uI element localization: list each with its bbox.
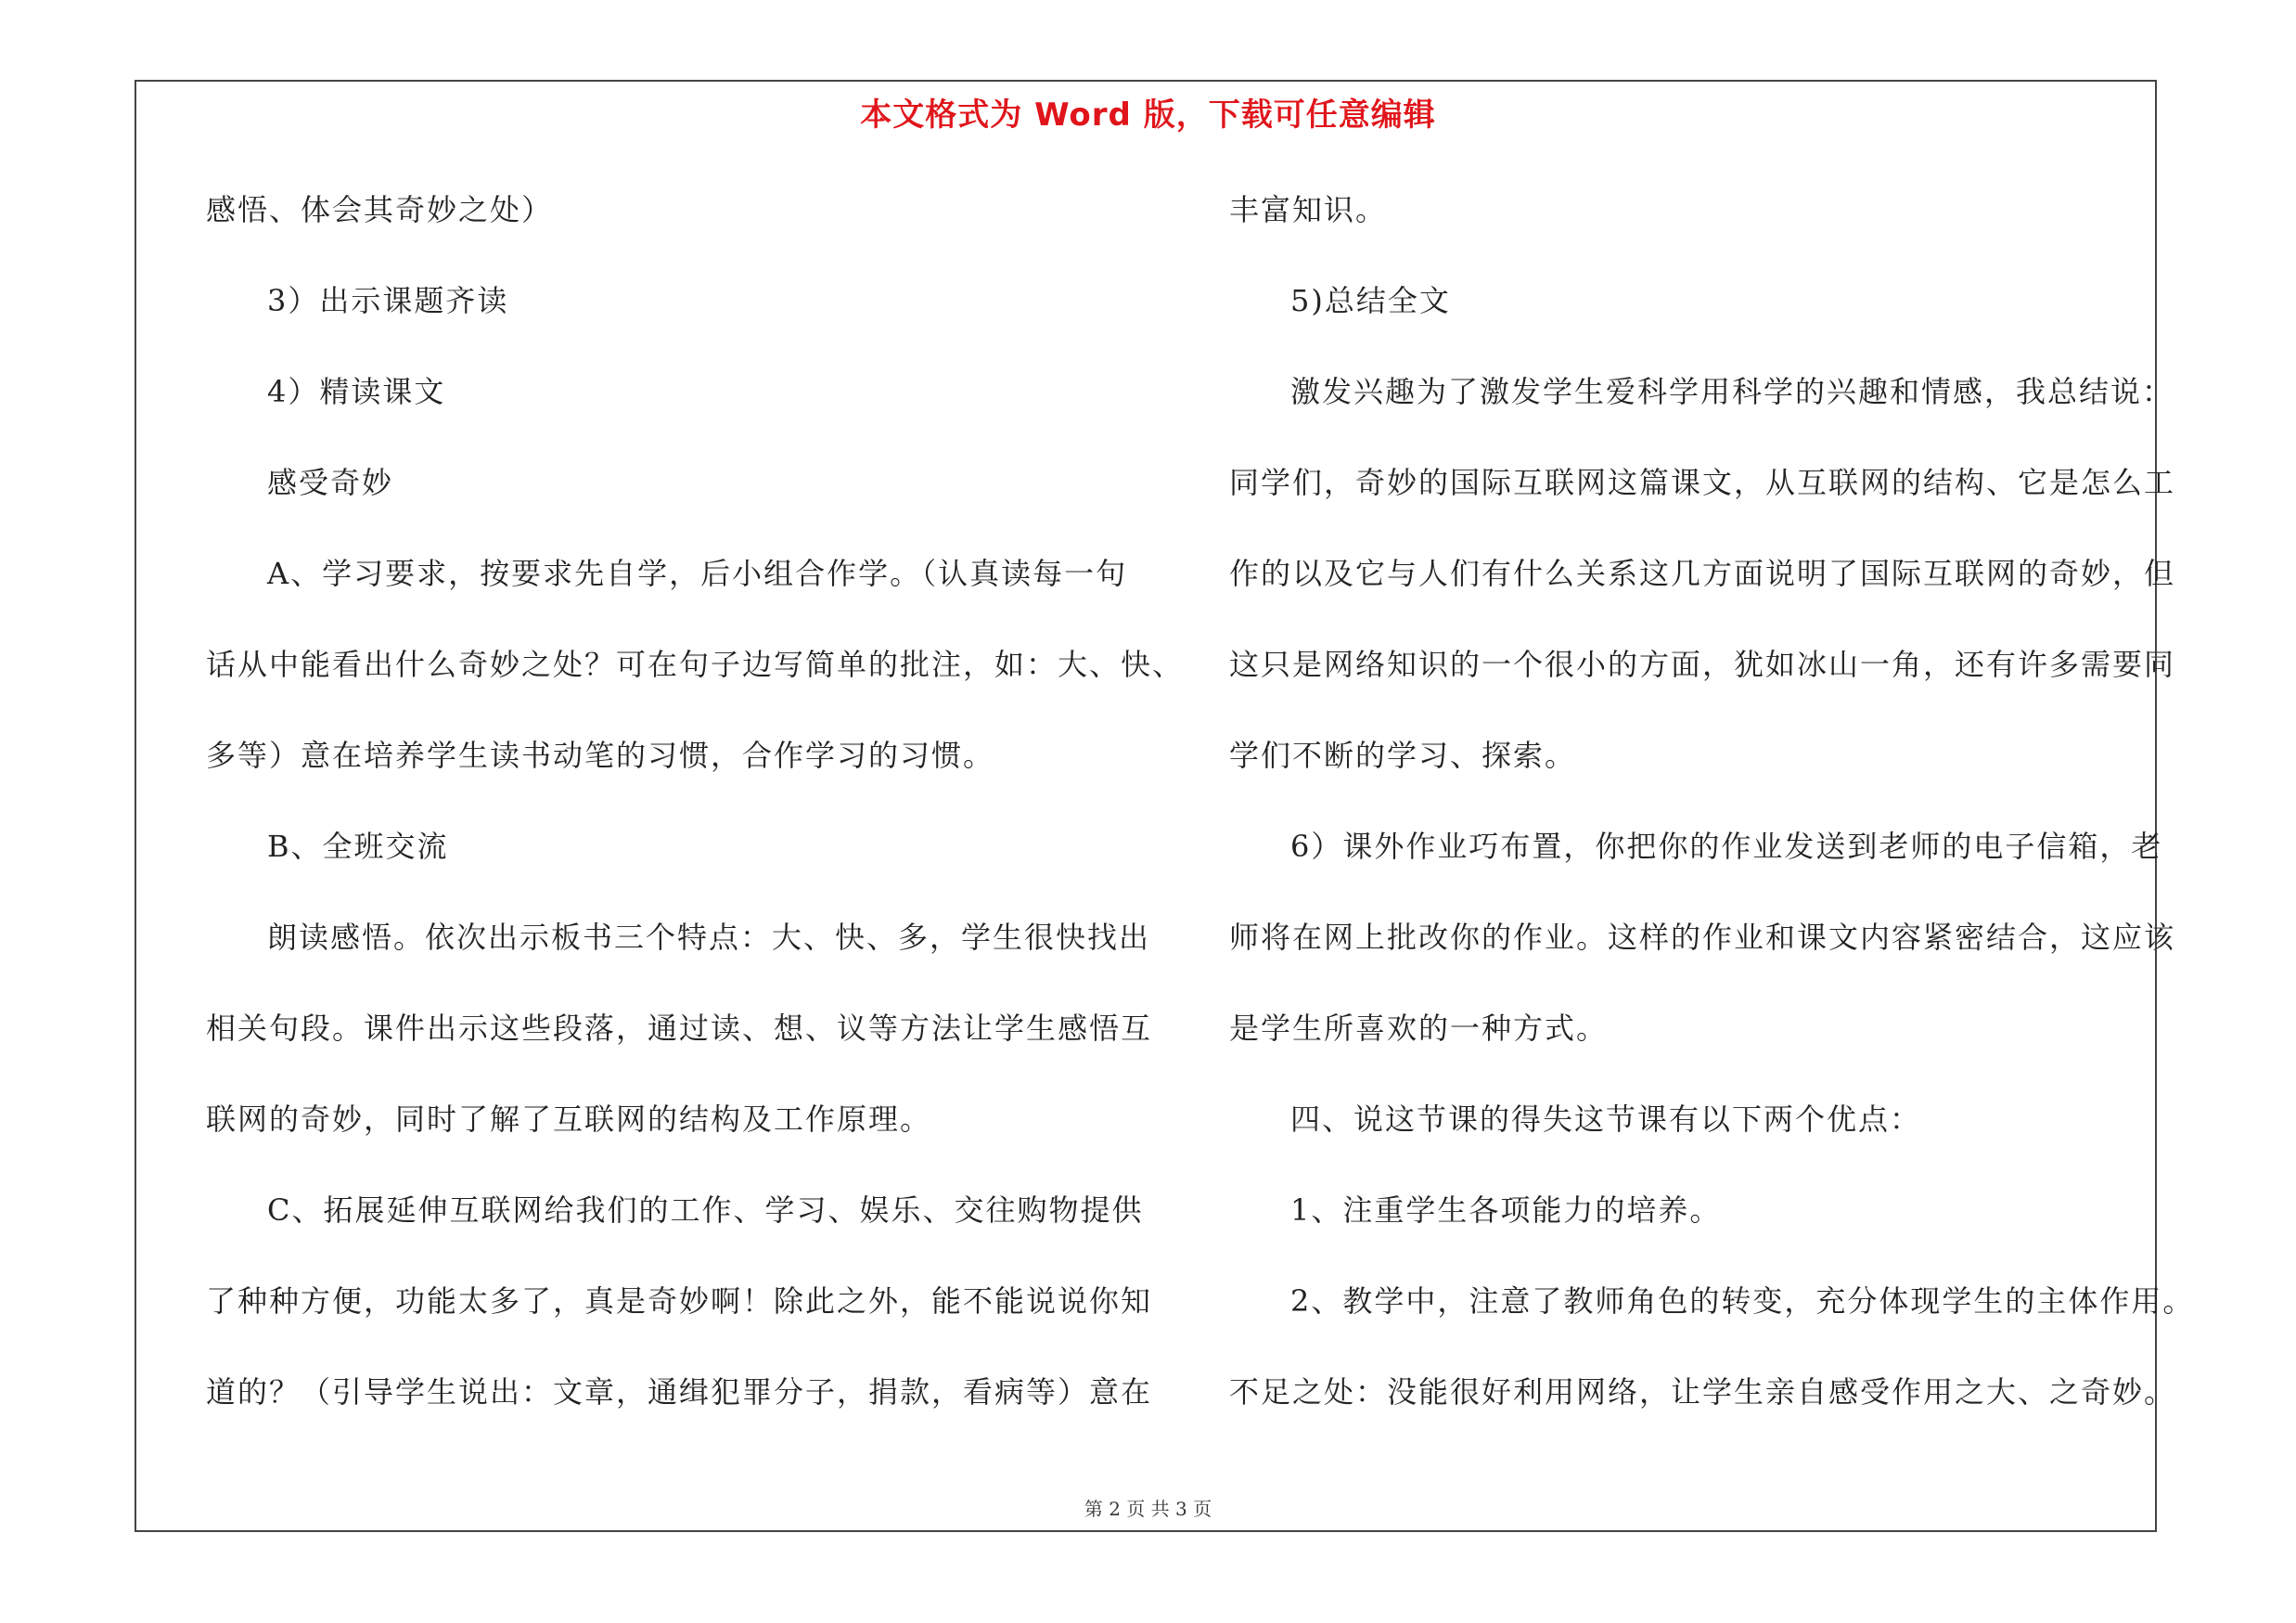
- paragraph-line: 激发兴趣为了激发学生爱科学用科学的兴趣和情感，我总结说：: [1290, 374, 2174, 409]
- paragraph-line: 了种种方便，功能太多了，真是奇妙啊！除此之外，能不能说说你知: [206, 1283, 1153, 1319]
- page-number-footer: 第 2 页 共 3 页: [1084, 1498, 1212, 1520]
- paragraph-line: 是学生所喜欢的一种方式。: [1229, 1011, 1609, 1046]
- paragraph-line: 4）精读课文: [267, 374, 446, 409]
- paragraph-line: 6）课外作业巧布置，你把你的作业发送到老师的电子信箱，老: [1290, 829, 2163, 864]
- paragraph-line: 这只是网络知识的一个很小的方面，犹如冰山一角，还有许多需要同: [1229, 647, 2176, 682]
- paragraph-line: 丰富知识。: [1229, 192, 1388, 227]
- word-format-banner: 本文格式为 Word 版，下载可任意编辑: [860, 97, 1436, 134]
- paragraph-line: C、拓展延伸互联网给我们的工作、学习、娱乐、交往购物提供: [267, 1192, 1144, 1228]
- paragraph-line: 联网的奇妙，同时了解了互联网的结构及工作原理。: [206, 1101, 932, 1137]
- paragraph-line: 四、说这节课的得失这节课有以下两个优点：: [1290, 1101, 1922, 1137]
- paragraph-line: 感受奇妙: [267, 465, 394, 500]
- paragraph-line: 多等）意在培养学生读书动笔的习惯，合作学习的习惯。: [206, 738, 995, 773]
- paragraph-line: 5)总结全文: [1290, 283, 1451, 318]
- paragraph-line: 话从中能看出什么奇妙之处？可在句子边写简单的批注，如：大、快、: [206, 647, 1185, 682]
- paragraph-line: 相关句段。课件出示这些段落，通过读、想、议等方法让学生感悟互: [206, 1011, 1153, 1046]
- paragraph-line: 1、注重学生各项能力的培养。: [1290, 1192, 1722, 1228]
- paragraph-line: 师将在网上批改你的作业。这样的作业和课文内容紧密结合，这应该: [1229, 920, 2176, 955]
- paragraph-line: 学们不断的学习、探索。: [1229, 738, 1577, 773]
- paragraph-line: 朗读感悟。依次出示板书三个特点：大、快、多，学生很快找出: [267, 920, 1151, 955]
- paragraph-line: A、学习要求，按要求先自学，后小组合作学。（认真读每一句: [267, 556, 1128, 591]
- paragraph-line: 不足之处：没能很好利用网络，让学生亲自感受作用之大、之奇妙。: [1229, 1374, 2176, 1410]
- paragraph-line: 3）出示课题齐读: [267, 283, 509, 318]
- paragraph-line: 2、教学中，注意了教师角色的转变，充分体现学生的主体作用。: [1290, 1283, 2195, 1319]
- paragraph-line: 道的？（引导学生说出：文章，通缉犯罪分子，捐款，看病等）意在: [206, 1374, 1153, 1410]
- paragraph-line: B、全班交流: [267, 829, 449, 864]
- paragraph-line: 作的以及它与人们有什么关系这几方面说明了国际互联网的奇妙，但: [1229, 556, 2176, 591]
- paragraph-line: 感悟、体会其奇妙之处）: [206, 192, 554, 227]
- paragraph-line: 同学们，奇妙的国际互联网这篇课文，从互联网的结构、它是怎么工: [1229, 465, 2176, 500]
